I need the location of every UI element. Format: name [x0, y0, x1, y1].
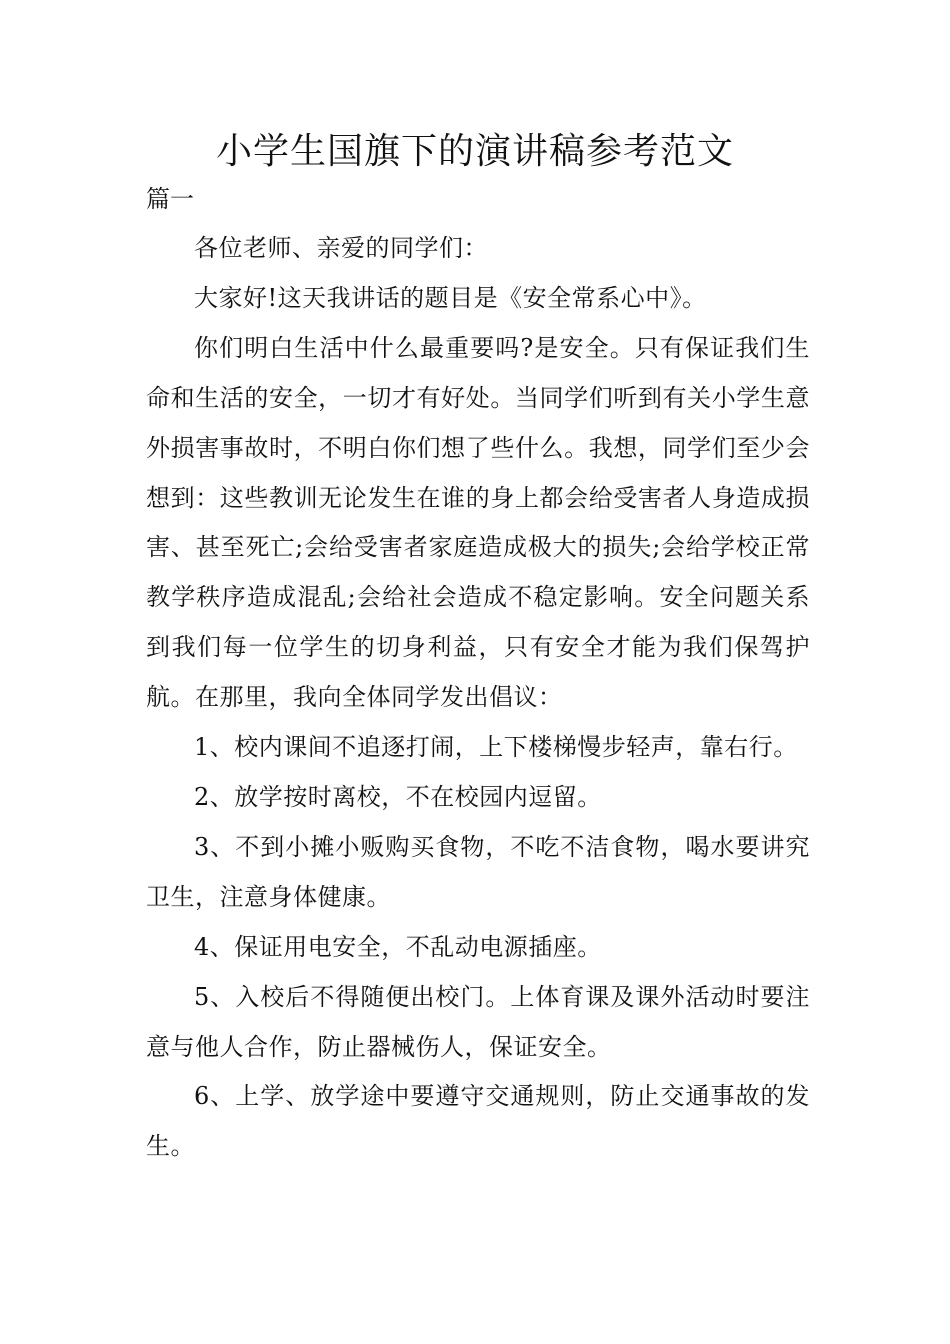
paragraph-item-3: 3、不到小摊小贩购买食物，不吃不洁食物，喝水要讲究卫生，注意身体健康。	[146, 832, 810, 911]
paragraph-topic: 大家好!这天我讲话的题目是《安全常系心中》。	[194, 283, 707, 312]
document-body	[146, 224, 810, 1172]
paragraph-item-1: 1、校内课间不追逐打闹，上下楼梯慢步轻声，靠右行。	[194, 733, 798, 762]
paragraph-item-5: 5、入校后不得随便出校门。上体育课及课外活动时要注意与他人合作，防止器械伤人，保证安全。	[146, 982, 810, 1061]
paragraph-main: 你们明白生活中什么最重要吗?是安全。只有保证我们生命和生活的安全，一切才有好处。当同学们听到有关小学生意外损害事故时，不明白你们想了些什么。我想，同学们至少会想到：这些教训无论发生在谁的身上都会给受害者人身造成损害、甚至死亡;会给受害者家庭造成极大的损失;会给学校正常教学秩序造成混乱;会给社会造成不稳定影响。安全问题关系到我们每一位学生的切身利益，只有安全才能为我们保驾护航。在那里，我向全体同学发出倡议：	[146, 333, 810, 712]
document-title: 小学生国旗下的演讲稿参考范文	[215, 131, 734, 172]
paragraph-greeting: 各位老师、亲爱的同学们：	[194, 234, 488, 262]
paragraph-item-2: 2、放学按时离校，不在校园内逗留。	[194, 782, 602, 811]
paragraph-item-4: 4、保证用电安全，不乱动电源插座。	[194, 932, 602, 961]
section-label: 篇一	[146, 185, 194, 213]
paragraph-item-6: 6、上学、放学途中要遵守交通规则，防止交通事故的发生。	[146, 1082, 810, 1161]
